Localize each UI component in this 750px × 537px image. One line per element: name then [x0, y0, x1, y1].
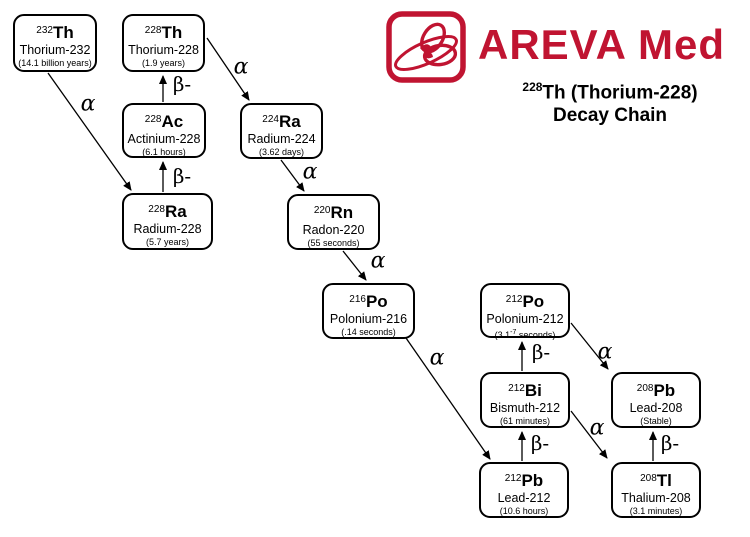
mass-number: 232 [36, 25, 53, 36]
nuclide-box-thorium-228 [122, 14, 205, 72]
half-life: ($3.1^{-7}$ seconds) [494, 329, 556, 340]
alpha-label: α [597, 339, 613, 365]
nuclide-box-bismuth-212 [480, 372, 570, 428]
alpha-label: α [589, 415, 605, 441]
beta-label: β- [530, 431, 550, 455]
mass-number: 212 [504, 473, 522, 484]
alpha-label: α [370, 248, 386, 274]
nuclide-heading [613, 379, 699, 400]
arrow-rn220-po216 [343, 251, 366, 280]
element-symbol: Po [522, 292, 545, 311]
half-life: (5.7 years) [145, 237, 189, 247]
nuclide-name: Thorium-232 [19, 43, 91, 57]
nuclide-box-polonium-216 [322, 283, 415, 339]
element-symbol: Po [365, 292, 388, 311]
mass-number: 208 [640, 473, 657, 484]
mass-number: 228 [144, 114, 162, 125]
nuclide-box-lead-212 [479, 462, 569, 518]
element-symbol: Tl [656, 471, 672, 490]
nuclide-box-radium-228 [122, 193, 213, 250]
mass-number: 208 [636, 383, 654, 394]
alpha-label: α [233, 54, 249, 80]
arrow-po216-pb212 [406, 338, 490, 459]
half-life: (.14 seconds) [341, 327, 396, 337]
nuclide-name: Polonium-216 [329, 312, 408, 326]
element-symbol: Pb [521, 471, 544, 490]
element-symbol: Bi [524, 381, 542, 400]
mass-number: 212 [505, 294, 523, 305]
nuclide-name: Thalium-208 [621, 491, 691, 505]
diagram-title [468, 76, 750, 127]
beta-label: β- [660, 431, 680, 455]
nuclide-box-actinium-228 [122, 103, 206, 158]
nuclide-heading [124, 110, 204, 131]
nuclide-box-thallium-208 [611, 462, 701, 518]
title-line-2: Decay Chain [552, 105, 668, 127]
nuclide-box-polonium-212 [480, 283, 570, 338]
nuclide-name: Thorium-228 [128, 43, 199, 57]
element-symbol: Th [161, 23, 183, 42]
mass-number: 216 [349, 294, 366, 305]
element-symbol: Ra [164, 202, 187, 221]
half-life: (3.1 minutes) [629, 506, 683, 516]
alpha-label: α [80, 91, 96, 117]
nuclide-name: Actinium-228 [127, 132, 201, 146]
half-life: (Stable) [640, 416, 672, 426]
element-symbol: Ac [161, 112, 184, 131]
element-symbol: Th [52, 23, 74, 42]
nuclide-name: Radium-224 [247, 132, 316, 146]
half-life: (10.6 hours) [499, 506, 549, 516]
half-life: (3.62 days) [258, 147, 305, 157]
alpha-label: α [429, 345, 445, 371]
nuclide-heading [482, 379, 568, 400]
half-life: (1.9 years) [141, 58, 185, 68]
nuclide-box-radon-220 [287, 194, 380, 250]
nuclide-heading [124, 200, 211, 221]
brand-name: AREVA Med [478, 21, 726, 68]
nuclide-heading [613, 469, 699, 490]
nuclide-name: Lead-212 [497, 491, 551, 505]
areva-logo [386, 11, 466, 88]
mass-number: 228 [148, 204, 165, 215]
beta-label: β- [172, 72, 192, 96]
nuclide-heading [289, 201, 378, 222]
mass-number: 224 [262, 114, 279, 125]
nuclide-heading [242, 110, 321, 131]
nuclide-heading [482, 290, 568, 311]
nuclide-heading [324, 290, 413, 311]
nuclide-name: Radium-228 [133, 222, 202, 236]
nuclide-name: Radon-220 [302, 223, 365, 237]
nuclide-name: Polonium-212 [486, 312, 564, 326]
element-symbol: Rn [330, 203, 354, 222]
nuclide-box-radium-224 [240, 103, 323, 159]
half-life: (55 seconds) [307, 238, 360, 248]
nuclide-heading [124, 21, 203, 42]
atom-icon [386, 11, 466, 83]
exponent: -7 [510, 329, 517, 336]
mass-number: 212 [508, 383, 525, 394]
nuclide-name: Bismuth-212 [489, 401, 561, 415]
beta-label: β- [172, 164, 192, 188]
nuclide-heading [481, 469, 567, 490]
alpha-label: α [302, 159, 318, 185]
mass-number: 228 [144, 25, 162, 36]
nuclide-heading [15, 21, 95, 42]
half-life: (6.1 hours) [142, 147, 186, 157]
mass-number: 220 [313, 205, 331, 216]
half-life: (14.1 billion years) [18, 58, 92, 68]
nuclide-name: Lead-208 [629, 401, 683, 415]
nuclide-box-lead-208 [611, 372, 701, 428]
nuclide-box-thorium-232 [13, 14, 97, 72]
element-symbol: Ra [278, 112, 301, 131]
arrow-ra224-rn220 [281, 160, 304, 191]
beta-label: β- [531, 340, 551, 364]
title-mass-number: 228 [522, 80, 543, 94]
half-life: (61 minutes) [499, 416, 551, 426]
title-line-1: $^{228}$Th (Thorium-228) [522, 80, 698, 104]
element-symbol: Pb [653, 381, 676, 400]
